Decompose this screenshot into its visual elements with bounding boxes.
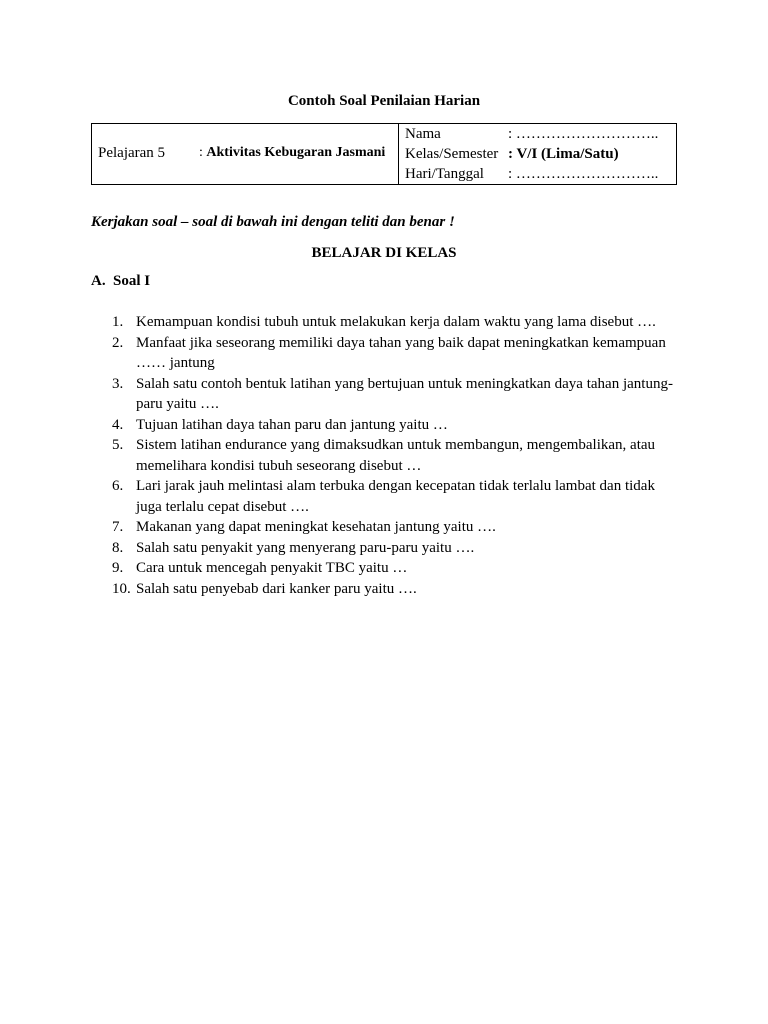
question-number: 1.: [112, 314, 124, 330]
question-text: Lari jarak jauh melintasi alam terbuka dengan kecepatan tidak terlalu lambat dan tidak juga terlalu cepat disebut ….: [136, 478, 655, 515]
subsection-heading: [91, 273, 150, 290]
question-number: 7.: [112, 519, 124, 535]
field-label: Nama: [405, 126, 441, 142]
question-text: Sistem latihan endurance yang dimaksudkan untuk membangun, mengembalikan, atau memelihara kondisi tubuh seseorang disebut …: [136, 437, 656, 474]
field-value: : ………………………..: [508, 126, 659, 142]
subsection-letter: A.: [91, 273, 106, 289]
lesson-cell: [92, 124, 399, 185]
section-heading: BELAJAR DI KELAS: [311, 245, 457, 261]
question-item: [112, 374, 678, 415]
subsection-title: Soal I: [113, 273, 151, 289]
student-info-cell: [399, 124, 677, 185]
question-number: 3.: [112, 375, 124, 392]
field-label: Hari/Tanggal: [405, 166, 484, 182]
header-table: [91, 123, 677, 185]
question-item: [112, 435, 678, 476]
question-text: Salah satu contoh bentuk latihan yang bertujuan untuk meningkatkan daya tahan jantung-paru yaitu ….: [136, 375, 673, 412]
field-row-name: [405, 124, 658, 144]
question-text: Manfaat jika seseorang memiliki daya tahan yang baik dapat meningkatkan kemampuan …… jantung: [136, 334, 666, 371]
lesson-topic: [199, 145, 385, 161]
question-item: [112, 415, 678, 436]
field-value: : ………………………..: [508, 166, 659, 182]
question-item: [112, 476, 678, 517]
field-row-class: [405, 144, 619, 164]
field-row-date: [405, 164, 658, 184]
question-number: 4.: [112, 416, 124, 433]
question-number: 2.: [112, 334, 124, 351]
question-item: [112, 579, 678, 600]
question-number: 5.: [112, 437, 124, 453]
question-item: [112, 517, 678, 538]
question-text: Makanan yang dapat meningkat kesehatan jantung yaitu ….: [136, 519, 496, 535]
question-number: 9.: [112, 560, 124, 576]
page-title: Contoh Soal Penilaian Harian: [287, 93, 481, 109]
question-text: Salah satu penyakit yang menyerang paru-paru yaitu ….: [136, 539, 475, 556]
question-item: [112, 312, 678, 333]
question-item: [112, 558, 678, 579]
question-number: 10.: [112, 580, 131, 597]
question-item: [112, 538, 678, 559]
lesson-label: Pelajaran 5: [98, 145, 166, 161]
instruction-text: Kerjakan soal – soal di bawah ini dengan teliti dan benar !: [91, 214, 455, 230]
question-number: 8.: [112, 539, 124, 556]
question-text: Tujuan latihan daya tahan paru dan jantung yaitu …: [136, 416, 448, 433]
field-label: Kelas/Semester: [405, 146, 499, 162]
question-text: Cara untuk mencegah penyakit TBC yaitu …: [136, 560, 408, 576]
topic-text: Aktivitas Kebugaran Jasmani: [206, 145, 386, 160]
field-value: : V/I (Lima/Satu): [508, 146, 619, 162]
topic-prefix: :: [199, 145, 207, 160]
question-number: 6.: [112, 478, 124, 494]
question-text: Salah satu penyebab dari kanker paru yaitu ….: [136, 580, 417, 597]
question-list: [112, 312, 678, 599]
question-text: Kemampuan kondisi tubuh untuk melakukan kerja dalam waktu yang lama disebut ….: [136, 314, 656, 330]
question-item: [112, 333, 678, 374]
